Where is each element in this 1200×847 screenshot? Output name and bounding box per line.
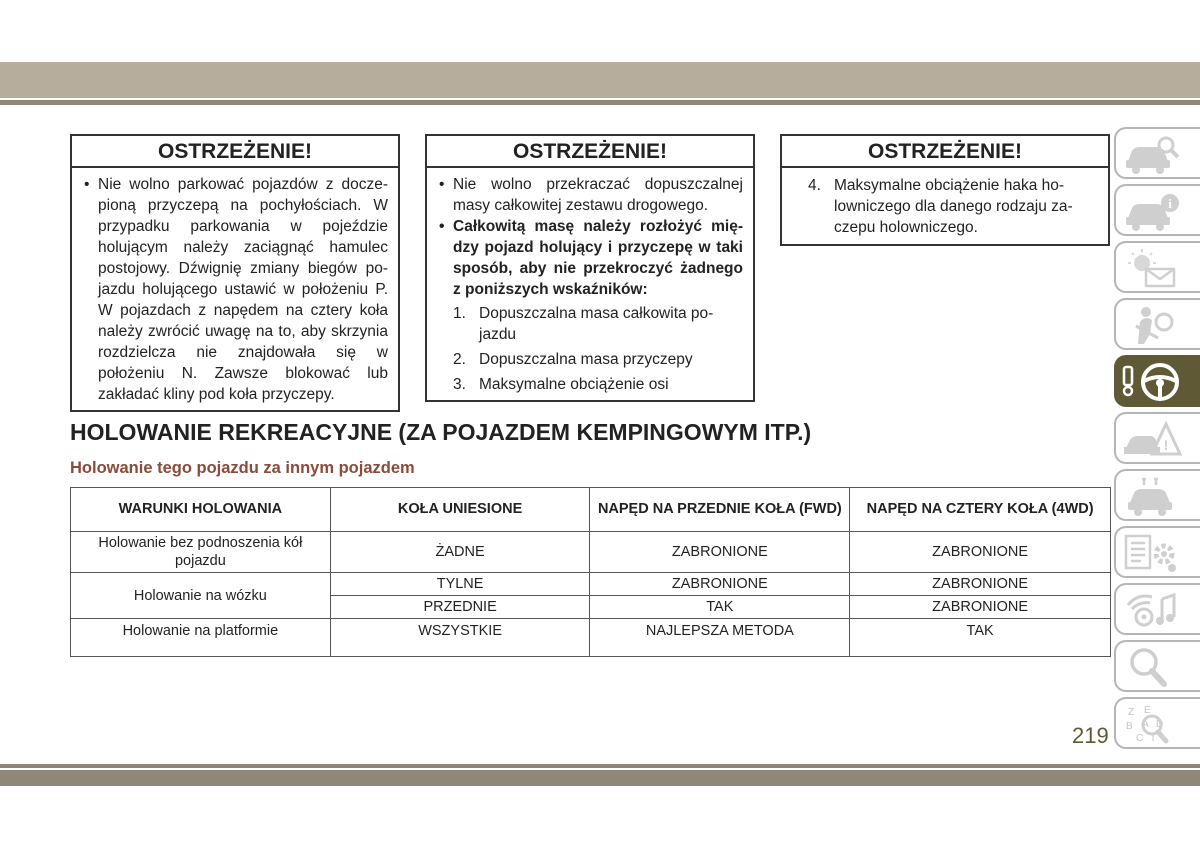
list-item: 1. Dopuszczalna masa całkowita po-jazdu: [453, 305, 714, 343]
svg-text:Z: Z: [1128, 707, 1135, 718]
table-cell: PRZEDNIE: [330, 596, 590, 619]
warning-lights-icon: [1122, 247, 1182, 289]
list-item: 4. Maksymalne obciążenie haka ho-lowniczego dla danego rodzaju za-czepu holowniczego.: [808, 177, 1073, 236]
svg-text:i: i: [1168, 196, 1172, 211]
svg-text:A: A: [1142, 719, 1149, 730]
multimedia-icon: [1122, 589, 1182, 631]
warning-bullet-bold: • Całkowitą masę należy rozłożyć mię-dzy pojazd holujący i przyczepę w taki sposób, aby nie przekroczyć żadnego z poniższych wskaźników:: [437, 216, 743, 300]
column-header: WARUNKI HOLOWANIA: [71, 488, 331, 532]
tab-service[interactable]: [1114, 469, 1200, 521]
tab-safety[interactable]: [1114, 298, 1200, 350]
footer-band: [0, 770, 1200, 786]
table-cell: ŻADNE: [330, 532, 590, 573]
table-cell: NAJLEPSZA METODA: [590, 619, 850, 657]
list-item: 2. Dopuszczalna masa przyczepy: [453, 351, 693, 368]
airbag-icon: [1122, 304, 1182, 346]
svg-text:E: E: [1144, 705, 1151, 716]
table-cell: ZABRONIONE: [590, 573, 850, 596]
table-cell: Holowanie na wózku: [71, 573, 331, 619]
service-car-icon: [1122, 475, 1182, 517]
tab-car-search[interactable]: [1114, 127, 1200, 179]
tab-index[interactable]: [1114, 697, 1200, 749]
warning-title: OSTRZEŻENIE!: [72, 136, 398, 168]
table-row: [71, 619, 1111, 657]
steering-wheel-icon: [1122, 361, 1186, 405]
svg-text:B: B: [1126, 721, 1133, 732]
warning-box-hitch: [780, 134, 1110, 246]
tab-car-info[interactable]: [1114, 184, 1200, 236]
tab-warning-lights[interactable]: [1114, 241, 1200, 293]
warning-title: OSTRZEŻENIE!: [427, 136, 753, 168]
specs-gear-icon: [1122, 532, 1182, 574]
towing-table: [70, 487, 1111, 657]
footer-rule: [0, 764, 1200, 768]
index-icon: [1122, 703, 1182, 745]
table-row: [71, 573, 1111, 596]
roadside-warning-icon: [1122, 418, 1182, 460]
table-cell: ZABRONIONE: [850, 596, 1111, 619]
warning-bullet: • Nie wolno przekraczać dopuszczalnej masy całkowitej zestawu drogowego.: [437, 174, 743, 216]
list-item: 3. Maksymalne obciążenie osi: [453, 376, 669, 393]
svg-text:D: D: [1156, 719, 1164, 730]
header-rule: [0, 100, 1200, 105]
tab-multimedia[interactable]: [1114, 583, 1200, 635]
column-header: NAPĘD NA CZTERY KOŁA (4WD): [850, 488, 1111, 532]
table-cell: WSZYSTKIE: [330, 619, 590, 657]
warning-bullet: • Nie wolno parkować pojazdów z docze-pioną przyczepą na pochyłościach. W przypadku parkowania w pojeździe holującym należy zaciągnąć hamulec postojowy. Dźwignię zmiany biegów po-jazdu holującego ustawić w położeniu P. W pojazdach z napędem na cztery koła należy zwrócić uwagę na to, aby skrzynia rozdzielcza nie znajdowała się w położeniu N. Zawsze blokować lub zakładać kliny pod koła przyczepy.: [82, 174, 388, 405]
svg-text:C: C: [1136, 733, 1144, 744]
car-search-icon: [1122, 133, 1182, 175]
table-cell: Holowanie bez podnoszenia kół pojazdu: [71, 532, 331, 573]
table-cell: TAK: [590, 596, 850, 619]
tab-emergency[interactable]: [1114, 412, 1200, 464]
table-cell: ZABRONIONE: [590, 532, 850, 573]
svg-text:!: !: [1163, 437, 1169, 453]
header-band: [0, 62, 1200, 98]
svg-text:T: T: [1150, 733, 1157, 744]
table-cell: Holowanie na platformie: [71, 619, 331, 657]
table-row: [71, 532, 1111, 573]
warning-title: OSTRZEŻENIE!: [782, 136, 1108, 168]
subsection-title: Holowanie tego pojazdu za innym pojazdem: [70, 459, 415, 477]
table-cell: ZABRONIONE: [850, 532, 1111, 573]
table-cell: TAK: [850, 619, 1111, 657]
page-number: 219: [1072, 723, 1109, 748]
car-info-icon: [1122, 190, 1182, 232]
column-header: KOŁA UNIESIONE: [330, 488, 590, 532]
tab-search[interactable]: [1114, 640, 1200, 692]
table-cell: TYLNE: [330, 573, 590, 596]
section-title: HOLOWANIE REKREACYJNE (ZA POJAZDEM KEMPINGOWYM ITP.): [70, 419, 812, 445]
table-cell: ZABRONIONE: [850, 573, 1111, 596]
table-header-row: [71, 488, 1111, 532]
column-header: NAPĘD NA PRZEDNIE KOŁA (FWD): [590, 488, 850, 532]
warning-box-weight: [425, 134, 755, 402]
tab-driving[interactable]: [1114, 355, 1200, 407]
warning-box-parking: [70, 134, 400, 412]
search-icon: [1122, 646, 1182, 688]
tab-specifications[interactable]: [1114, 526, 1200, 578]
